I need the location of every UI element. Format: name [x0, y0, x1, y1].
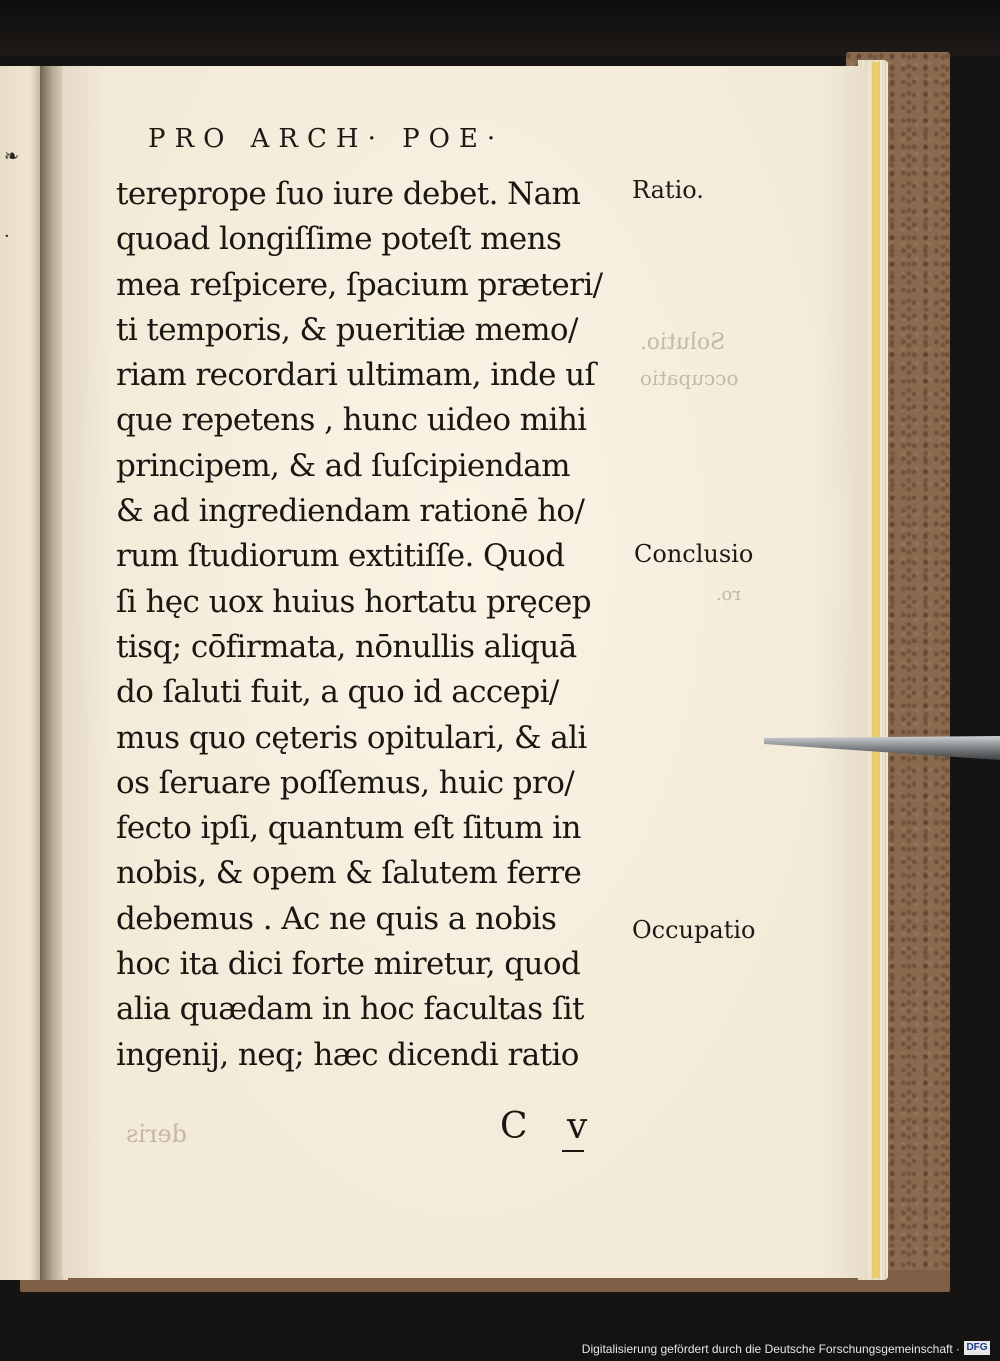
- text-line: tereprope ſuo iure debet. Nam: [116, 176, 581, 212]
- signature-underline: [562, 1150, 584, 1152]
- bleed-through-deris: deris: [126, 1120, 188, 1148]
- text-line: nobis, & opem & ſalutem ferre: [116, 855, 582, 892]
- text-line: debemus . Ac ne quis a nobis: [116, 900, 557, 937]
- bleed-through-occupatio: occupatio: [640, 366, 739, 390]
- text-line: principem, & ad ſuſcipiendam: [116, 447, 570, 484]
- text-line: mea reſpicere, ſpacium præteri/: [116, 266, 603, 303]
- margin-note-ratio: Ratio.: [632, 176, 704, 204]
- bleed-through-ro: ro.: [716, 584, 741, 605]
- footer-credit: Digitalisierung gefördert durch die Deutsche Forschungsgemeinschaft ·: [581, 1342, 960, 1356]
- facing-page-mark: ❧: [4, 146, 20, 167]
- text-line: mus quo cęteris opitulari, & ali: [116, 719, 587, 756]
- text-line: tisq; cōfirmata, nōnullis aliquā: [116, 628, 577, 665]
- body-text: [116, 172, 636, 1078]
- margin-note-occupatio: Occupatio: [632, 916, 756, 944]
- page-edges-gilt: [872, 62, 880, 1278]
- text-line: riam recordari ultimam, inde uſ: [116, 357, 596, 394]
- text-line: fecto ipſi, quantum eſt ſitum in: [116, 810, 581, 847]
- signature-mark: C v: [500, 1106, 602, 1147]
- text-line: ingenij, neq; hæc dicendi ratio: [116, 1036, 579, 1073]
- text-line: do ſaluti fuit, a quo id accepi/: [116, 674, 559, 711]
- facing-page-edge: [0, 66, 42, 1280]
- text-line: & ad ingrediendam rationē ho/: [116, 493, 585, 530]
- margin-note-conclusio: Conclusio: [634, 540, 754, 568]
- dfg-logo: DFG: [964, 1341, 990, 1355]
- text-line: ſi hęc uox huius hortatu pręcep: [116, 583, 591, 620]
- text-line: alia quædam in hoc facultas ſit: [116, 991, 584, 1028]
- scanner-backdrop: [0, 0, 1000, 56]
- text-line: os ſeruare poſſemus, huic pro/: [116, 764, 575, 801]
- text-line: ti temporis, & pueritiæ memo/: [116, 311, 578, 348]
- text-line: hoc ita dici forte miretur, quod: [116, 946, 581, 983]
- running-head: PRO ARCH· POE·: [148, 124, 505, 154]
- text-line: que repetens , hunc uideo mihi: [116, 402, 587, 439]
- text-line: quoad longiſſime poteſt mens: [116, 221, 562, 258]
- facing-page-mark: ·: [4, 226, 10, 247]
- text-line: rum ſtudiorum extitiſſe. Quod: [116, 538, 565, 575]
- page-holder-pointer-icon: [764, 726, 1000, 760]
- bleed-through-solutio: Solutio.: [640, 330, 726, 355]
